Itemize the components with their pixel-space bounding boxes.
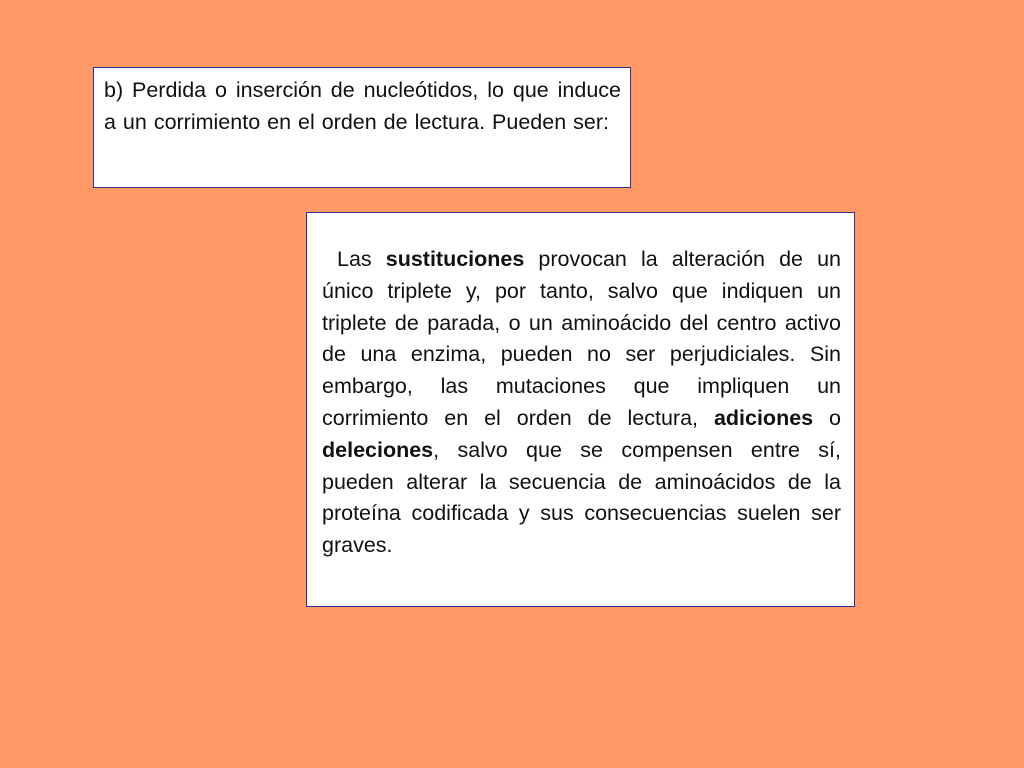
term-sustituciones: sustituciones (385, 247, 525, 271)
paragraph-text-3: o (813, 405, 842, 430)
mutations-paragraph (322, 244, 841, 562)
paragraph-text-1: Las (337, 247, 386, 271)
paragraph-text-2: provocan la alteración de un único triplete y, por tanto, salvo que indiquen un triplete de parada, o un aminoácido del centro activo de una enzima, pueden no ser perjudiciales. Sin embargo, las mutaciones que impliquen un corrimiento en el orden de lectura, (322, 247, 841, 430)
frameshift-paragraph: b) Perdida o inserción de nucleótidos, lo que induce a un corrimiento en el orden de lectura. Pueden ser: (104, 78, 621, 134)
term-adiciones: adiciones (713, 405, 814, 430)
paragraph-text-4: , salvo que se compensen entre sí, pueden alterar la secuencia de aminoácidos de la proteína codificada y sus consecuencias suelen ser graves. (322, 437, 841, 558)
text-box-mutations (306, 212, 855, 607)
text-box-frameshift (93, 67, 631, 188)
term-deleciones: deleciones (322, 437, 434, 462)
